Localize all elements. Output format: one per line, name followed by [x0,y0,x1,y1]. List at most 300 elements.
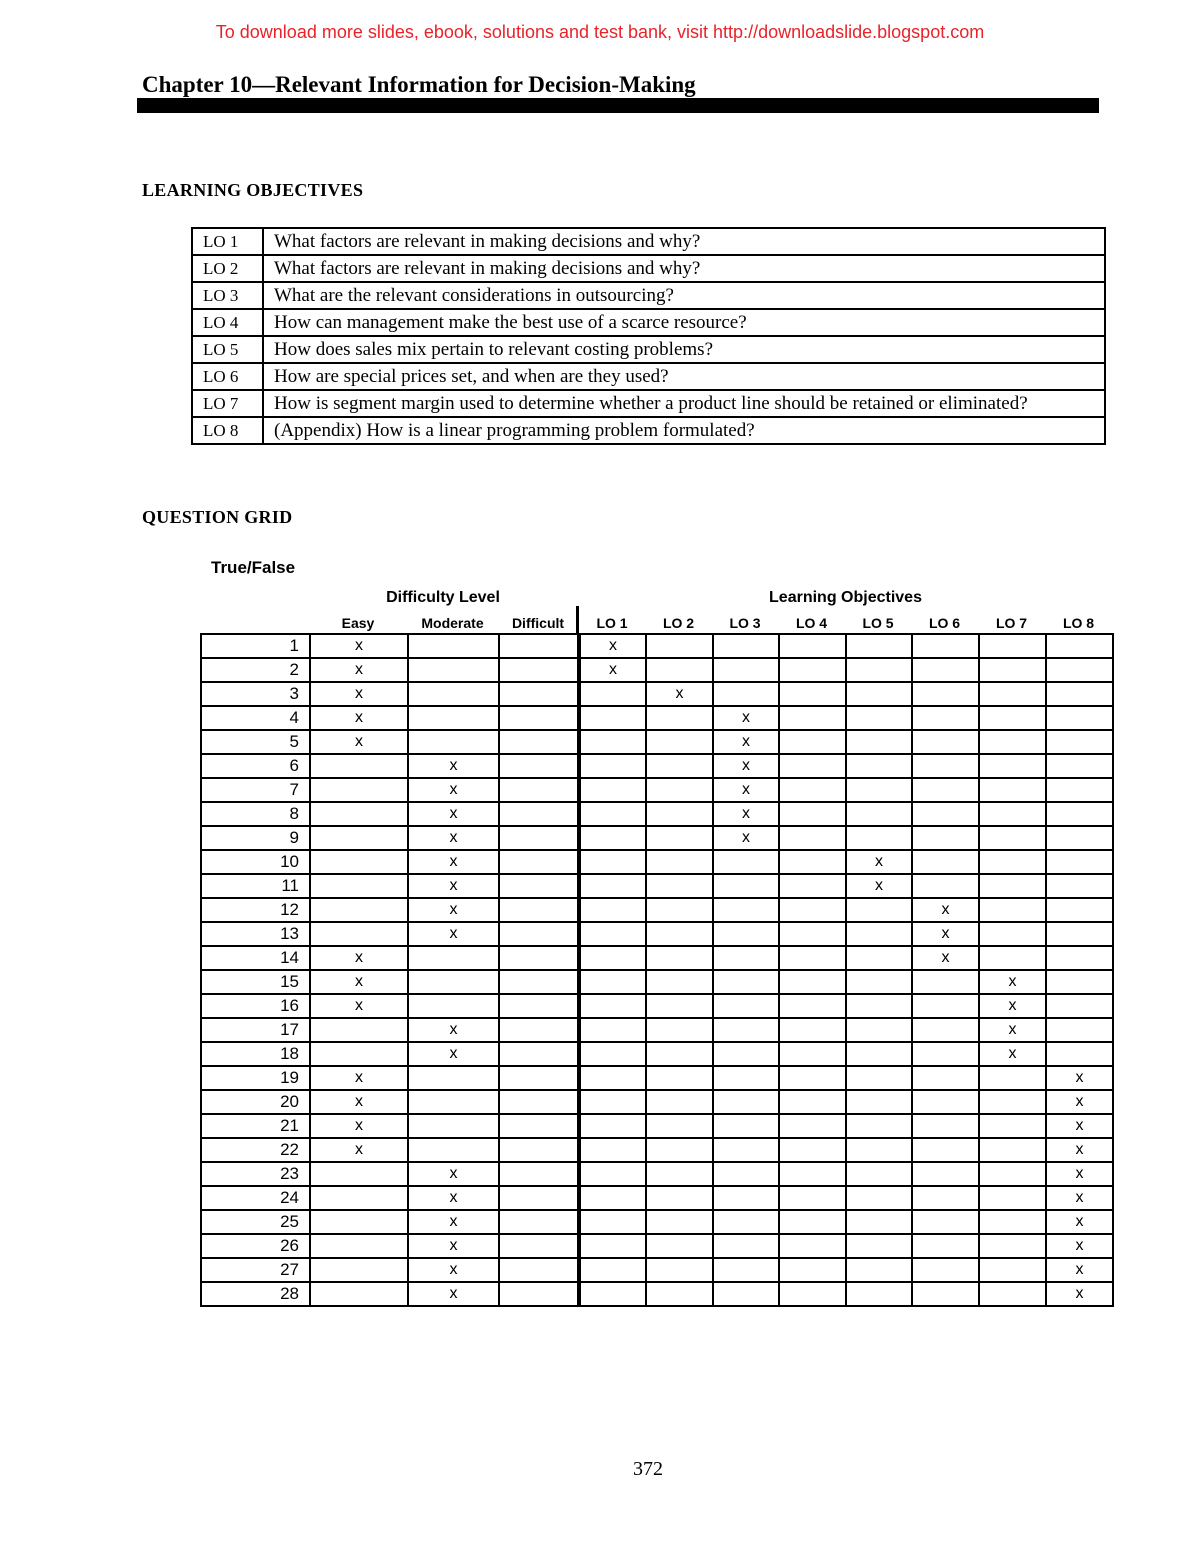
lo-cell [579,1258,646,1282]
lo-text: What factors are relevant in making decisions and why? [263,255,1105,282]
lo-cell [579,1090,646,1114]
question-number: 11 [201,874,310,898]
lo-cell [912,682,979,706]
lo-cell [912,1234,979,1258]
lo-text: What factors are relevant in making decisions and why? [263,228,1105,255]
lo-cell: x [1046,1210,1113,1234]
grid-row [201,922,1113,946]
difficulty-cell [310,1042,408,1066]
lo-cell [979,898,1046,922]
grid-row [201,970,1113,994]
question-number: 12 [201,898,310,922]
lo-cell [646,1114,713,1138]
question-number: 24 [201,1186,310,1210]
lo-cell [846,1162,912,1186]
lo-cell [779,874,846,898]
lo-cell [1046,682,1113,706]
lo-text: (Appendix) How is a linear programming problem formulated? [263,417,1105,444]
col-header-lo3: LO 3 [729,615,761,631]
lo-cell [779,898,846,922]
lo-cell [646,994,713,1018]
question-number: 5 [201,730,310,754]
difficulty-cell [499,970,579,994]
grid-row [201,874,1113,898]
lo-cell [979,778,1046,802]
lo-cell: x [1046,1258,1113,1282]
difficulty-cell [310,1234,408,1258]
lo-cell [579,1114,646,1138]
lo-cell [646,970,713,994]
lo-cell [979,850,1046,874]
difficulty-cell [310,1018,408,1042]
question-number: 3 [201,682,310,706]
difficulty-cell [310,802,408,826]
difficulty-cell: x [310,1090,408,1114]
lo-cell: x [713,802,779,826]
grid-row [201,1018,1113,1042]
lo-cell [579,1018,646,1042]
grid-row [201,1114,1113,1138]
lo-cell [779,1282,846,1306]
lo-cell [846,1042,912,1066]
lo-cell [779,1162,846,1186]
lo-cell [713,922,779,946]
lo-cell [779,922,846,946]
question-number: 18 [201,1042,310,1066]
lo-cell [779,1114,846,1138]
grid-row [201,706,1113,730]
grid-row [201,682,1113,706]
lo-cell: x [979,1042,1046,1066]
difficulty-cell: x [408,874,499,898]
lo-cell [579,922,646,946]
lo-cell [779,826,846,850]
lo-cell [1046,778,1113,802]
lo-cell [779,970,846,994]
lo-cell [846,682,912,706]
lo-cell [846,1066,912,1090]
lo-id: LO 2 [192,255,263,282]
lo-cell [912,1186,979,1210]
lo-cell [579,874,646,898]
lo-cell [846,706,912,730]
lo-cell [713,1066,779,1090]
difficulty-cell [310,778,408,802]
lo-cell [979,1138,1046,1162]
lo-cell [579,850,646,874]
lo-cell [713,946,779,970]
lo-cell [912,658,979,682]
difficulty-cell [310,874,408,898]
difficulty-cell: x [310,634,408,658]
lo-cell [912,970,979,994]
lo-cell: x [713,730,779,754]
lo-cell: x [846,874,912,898]
difficulty-cell: x [408,1186,499,1210]
lo-cell [979,706,1046,730]
lo-cell [1046,970,1113,994]
difficulty-cell [499,826,579,850]
lo-cell [713,1090,779,1114]
question-grid-table [200,633,1114,1307]
difficulty-cell [499,1114,579,1138]
lo-text: How can management make the best use of a scarce resource? [263,309,1105,336]
lo-row [192,336,1105,363]
difficulty-cell [310,898,408,922]
lo-cell [646,706,713,730]
lo-cell: x [912,946,979,970]
lo-cell [779,1210,846,1234]
difficulty-level-header: Difficulty Level [386,589,500,606]
question-grid-heading: QUESTION GRID [142,507,293,527]
lo-cell [1046,730,1113,754]
lo-cell [713,1162,779,1186]
lo-cell [1046,994,1113,1018]
lo-cell [579,1210,646,1234]
difficulty-cell [499,874,579,898]
difficulty-cell [499,1186,579,1210]
lo-cell [713,1210,779,1234]
lo-cell [646,826,713,850]
difficulty-cell [499,1162,579,1186]
difficulty-cell: x [408,826,499,850]
lo-id: LO 5 [192,336,263,363]
lo-row [192,282,1105,309]
lo-cell [579,946,646,970]
lo-cell [979,1090,1046,1114]
lo-cell [846,634,912,658]
difficulty-cell [408,682,499,706]
lo-cell [912,1066,979,1090]
col-header-lo5: LO 5 [862,615,894,631]
difficulty-cell [310,754,408,778]
lo-cell [846,658,912,682]
lo-cell [1046,634,1113,658]
lo-cell [846,1090,912,1114]
true-false-subheading: True/False [211,558,296,577]
lo-cell [912,994,979,1018]
question-number: 7 [201,778,310,802]
lo-cell [979,1282,1046,1306]
difficulty-cell [499,1042,579,1066]
lo-cell [713,1138,779,1162]
lo-cell [1046,850,1113,874]
lo-id: LO 7 [192,390,263,417]
lo-cell [1046,874,1113,898]
grid-row [201,1234,1113,1258]
lo-row [192,228,1105,255]
lo-id: LO 6 [192,363,263,390]
lo-cell: x [979,970,1046,994]
difficulty-cell: x [408,754,499,778]
lo-cell [713,1258,779,1282]
lo-cell [846,1186,912,1210]
lo-cell: x [1046,1114,1113,1138]
lo-cell [846,1258,912,1282]
grid-row [201,730,1113,754]
lo-cell [779,1234,846,1258]
lo-cell [979,634,1046,658]
lo-cell [646,634,713,658]
grid-row [201,658,1113,682]
lo-id: LO 3 [192,282,263,309]
difficulty-cell [408,634,499,658]
lo-row [192,255,1105,282]
lo-cell [779,946,846,970]
difficulty-cell [499,802,579,826]
lo-cell [713,1282,779,1306]
question-number: 10 [201,850,310,874]
grid-row [201,1282,1113,1306]
difficulty-cell [310,922,408,946]
grid-row [201,994,1113,1018]
lo-id: LO 4 [192,309,263,336]
lo-cell [979,1066,1046,1090]
question-number: 26 [201,1234,310,1258]
lo-cell [779,778,846,802]
lo-cell [1046,754,1113,778]
lo-cell [579,778,646,802]
lo-cell [579,802,646,826]
lo-cell [912,802,979,826]
difficulty-cell: x [408,778,499,802]
lo-row [192,417,1105,444]
difficulty-cell: x [408,802,499,826]
difficulty-cell: x [310,706,408,730]
lo-cell [979,754,1046,778]
lo-cell [1046,898,1113,922]
lo-cell [979,874,1046,898]
lo-cell [779,1066,846,1090]
lo-cell [912,1042,979,1066]
lo-cell [713,970,779,994]
question-number: 27 [201,1258,310,1282]
difficulty-cell: x [408,1282,499,1306]
grid-row [201,1210,1113,1234]
difficulty-cell [499,730,579,754]
lo-cell [1046,826,1113,850]
difficulty-cell [310,1258,408,1282]
question-number: 9 [201,826,310,850]
lo-cell: x [579,634,646,658]
lo-cell [779,802,846,826]
difficulty-cell: x [310,730,408,754]
difficulty-cell: x [310,946,408,970]
lo-cell [912,1162,979,1186]
lo-cell [713,634,779,658]
grid-row [201,1090,1113,1114]
lo-cell [579,1066,646,1090]
grid-row [201,1066,1113,1090]
lo-cell [646,1018,713,1042]
lo-cell [646,1210,713,1234]
lo-id: LO 1 [192,228,263,255]
lo-cell: x [1046,1186,1113,1210]
difficulty-cell [499,778,579,802]
lo-cell [646,1042,713,1066]
lo-cell: x [713,778,779,802]
lo-cell [579,682,646,706]
lo-cell [912,754,979,778]
grid-row [201,946,1113,970]
chapter-title: Chapter 10—Relevant Information for Decision-Making [142,72,696,97]
grid-row [201,754,1113,778]
col-header-lo7: LO 7 [995,615,1028,631]
lo-cell [979,1234,1046,1258]
difficulty-cell [499,1018,579,1042]
grid-row [201,1186,1113,1210]
lo-cell [846,898,912,922]
lo-cell [646,778,713,802]
lo-cell [912,1210,979,1234]
lo-cell [713,682,779,706]
lo-cell [912,874,979,898]
lo-cell [979,730,1046,754]
question-number: 21 [201,1114,310,1138]
difficulty-cell: x [408,1210,499,1234]
difficulty-cell [310,850,408,874]
difficulty-cell: x [408,1234,499,1258]
difficulty-cell [499,994,579,1018]
lo-cell [646,730,713,754]
grid-row [201,1258,1113,1282]
lo-cell [846,1210,912,1234]
lo-cell [912,730,979,754]
lo-cell [579,826,646,850]
lo-cell [579,754,646,778]
lo-cell: x [912,922,979,946]
lo-cell [646,874,713,898]
difficulty-cell [499,634,579,658]
question-number: 17 [201,1018,310,1042]
lo-cell [713,994,779,1018]
lo-row [192,363,1105,390]
lo-cell [912,1114,979,1138]
lo-cell [846,1018,912,1042]
difficulty-cell: x [408,1162,499,1186]
lo-cell [713,874,779,898]
difficulty-cell [499,1282,579,1306]
question-number: 4 [201,706,310,730]
grid-row [201,1042,1113,1066]
title-rule [137,98,1099,113]
difficulty-cell [408,1090,499,1114]
difficulty-cell [499,682,579,706]
col-header-lo6: LO 6 [928,615,961,631]
question-number: 22 [201,1138,310,1162]
lo-cell: x [1046,1066,1113,1090]
difficulty-cell [499,658,579,682]
lo-cell [846,802,912,826]
lo-cell: x [579,658,646,682]
lo-cell [979,946,1046,970]
lo-cell [779,706,846,730]
question-number: 6 [201,754,310,778]
lo-cell [779,682,846,706]
difficulty-cell [310,826,408,850]
difficulty-cell [499,898,579,922]
difficulty-cell [408,1066,499,1090]
lo-cell [779,634,846,658]
question-number: 1 [201,634,310,658]
lo-cell [646,754,713,778]
lo-text: What are the relevant considerations in outsourcing? [263,282,1105,309]
lo-cell [579,1042,646,1066]
grid-row [201,1162,1113,1186]
difficulty-cell: x [310,994,408,1018]
difficulty-cell [408,706,499,730]
lo-cell: x [713,754,779,778]
lo-cell [646,922,713,946]
difficulty-cell [408,1114,499,1138]
question-number: 16 [201,994,310,1018]
lo-cell [579,970,646,994]
lo-cell [846,1282,912,1306]
difficulty-cell: x [408,1258,499,1282]
col-header-easy: Easy [341,615,375,631]
lo-cell [579,898,646,922]
lo-cell [779,994,846,1018]
grid-row [201,826,1113,850]
lo-text: How is segment margin used to determine whether a product line should be retained or eliminated? [263,390,1105,417]
question-number: 13 [201,922,310,946]
lo-cell [779,730,846,754]
lo-cell [846,754,912,778]
learning-objectives-table [191,227,1106,445]
lo-cell [912,778,979,802]
lo-cell [779,658,846,682]
difficulty-cell: x [408,850,499,874]
lo-cell [912,1018,979,1042]
lo-cell [846,970,912,994]
lo-cell [846,1138,912,1162]
lo-cell [646,802,713,826]
lo-cell [646,1258,713,1282]
lo-cell [713,1018,779,1042]
lo-cell [979,1186,1046,1210]
lo-cell: x [646,682,713,706]
difficulty-cell [499,1090,579,1114]
lo-cell [846,1234,912,1258]
lo-cell [646,1282,713,1306]
lo-cell [713,658,779,682]
lo-cell [579,730,646,754]
lo-cell [846,1114,912,1138]
col-header-lo8: LO 8 [1062,615,1095,631]
lo-cell [646,1066,713,1090]
lo-cell [579,1186,646,1210]
lo-cell [579,1138,646,1162]
lo-cell [579,1282,646,1306]
difficulty-cell: x [408,922,499,946]
difficulty-cell [499,850,579,874]
lo-cell [1046,1018,1113,1042]
difficulty-cell [310,1186,408,1210]
lo-cell [846,922,912,946]
difficulty-cell [408,994,499,1018]
difficulty-cell [499,946,579,970]
lo-cell [779,1090,846,1114]
lo-cell: x [846,850,912,874]
grid-row [201,802,1113,826]
lo-cell [713,1114,779,1138]
lo-cell [979,658,1046,682]
difficulty-cell [499,1258,579,1282]
question-number: 15 [201,970,310,994]
lo-cell: x [713,706,779,730]
difficulty-cell: x [408,1042,499,1066]
lo-cell [846,994,912,1018]
